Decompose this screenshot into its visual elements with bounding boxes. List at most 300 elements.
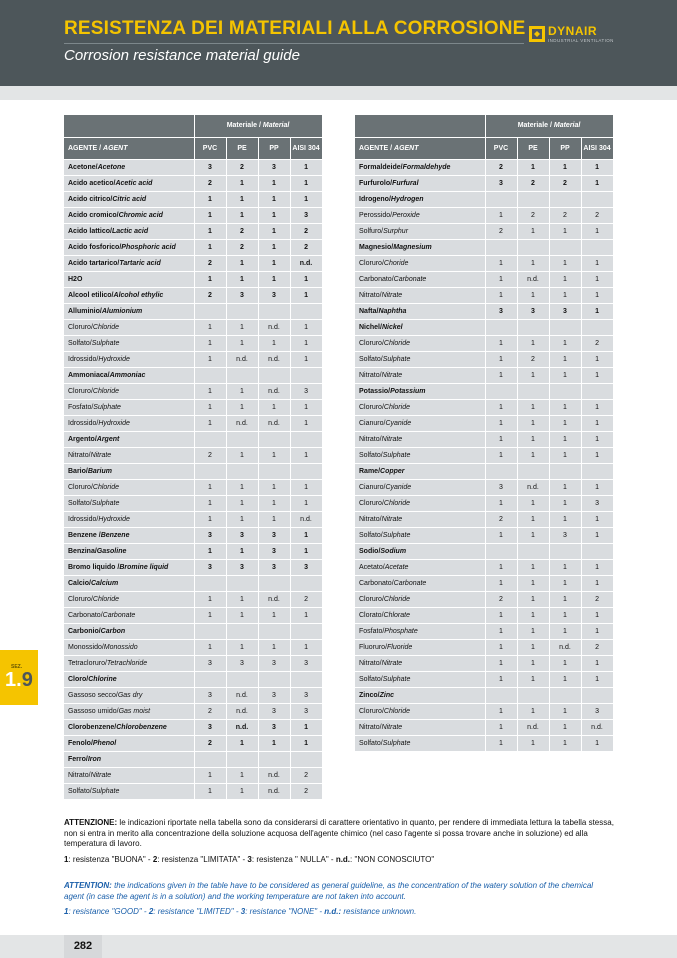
pp-value: 1 <box>258 207 290 223</box>
pp-value: 1 <box>549 735 581 751</box>
pvc-value: 2 <box>485 591 517 607</box>
pp-value <box>549 383 581 399</box>
pvc-value: 1 <box>485 527 517 543</box>
pp-value: 1 <box>258 735 290 751</box>
agent-row <box>64 271 322 287</box>
agent-name: Formaldeide/Formaldehyde <box>355 159 485 175</box>
agent-name: Solfato/Sulphate <box>355 447 485 463</box>
agent-name: Carbonato/Carbonate <box>355 575 485 591</box>
table-corner <box>64 115 194 137</box>
aisi-value: 1 <box>290 351 322 367</box>
agent-name: Acido lattico/Lactic acid <box>64 223 194 239</box>
logo-mark-icon <box>529 26 545 42</box>
subagent-row <box>355 431 613 447</box>
agent-header: AGENTE / AGENT <box>64 137 194 159</box>
agent-name: Acetone/Acetone <box>64 159 194 175</box>
aisi-value: 1 <box>581 271 613 287</box>
subagent-row <box>64 399 322 415</box>
agent-row <box>355 463 613 479</box>
pp-value: 1 <box>549 223 581 239</box>
pvc-value <box>194 431 226 447</box>
pvc-value <box>485 687 517 703</box>
pp-value: 1 <box>258 479 290 495</box>
aisi-value: 1 <box>290 543 322 559</box>
pe-value: 1 <box>226 175 258 191</box>
agent-row <box>64 623 322 639</box>
resistance-table-right <box>355 115 614 752</box>
pvc-value: 1 <box>194 767 226 783</box>
aisi-value <box>290 367 322 383</box>
pvc-value: 1 <box>485 207 517 223</box>
pvc-value: 1 <box>485 287 517 303</box>
pvc-value <box>485 191 517 207</box>
agent-name: Fosfato/Phosphate <box>355 623 485 639</box>
pp-value: n.d. <box>258 351 290 367</box>
pvc-value: 3 <box>485 479 517 495</box>
pvc-value: 2 <box>485 511 517 527</box>
pe-value: 3 <box>226 655 258 671</box>
pvc-value: 1 <box>194 399 226 415</box>
pvc-value: 2 <box>485 159 517 175</box>
subagent-row <box>64 687 322 703</box>
subagent-row <box>355 207 613 223</box>
pvc-value: 1 <box>194 335 226 351</box>
aisi-value <box>290 463 322 479</box>
pvc-value: 1 <box>194 591 226 607</box>
agent-row <box>64 527 322 543</box>
pe-value: 1 <box>517 367 549 383</box>
table-corner <box>355 115 485 137</box>
subagent-row <box>355 223 613 239</box>
aisi-value <box>290 431 322 447</box>
subagent-row <box>64 511 322 527</box>
pe-value: 1 <box>226 255 258 271</box>
agent-row <box>64 159 322 175</box>
pe-value <box>517 383 549 399</box>
aisi-value: 1 <box>290 447 322 463</box>
agent-row <box>64 559 322 575</box>
subagent-row <box>355 415 613 431</box>
agent-name: Gassoso umido/Gas moist <box>64 703 194 719</box>
pe-value <box>226 367 258 383</box>
pp-value <box>258 367 290 383</box>
agent-name: Nitrato/Nitrate <box>355 719 485 735</box>
aisi-value: 1 <box>581 159 613 175</box>
pp-value: 1 <box>258 255 290 271</box>
pe-value: 1 <box>226 543 258 559</box>
section-number: 1.9 <box>5 669 33 691</box>
pe-value: 1 <box>517 671 549 687</box>
pe-value: 1 <box>517 511 549 527</box>
pvc-value: 1 <box>485 719 517 735</box>
aisi-value: 2 <box>290 591 322 607</box>
agent-name: Solfuro/Surphur <box>355 223 485 239</box>
pe-value: 1 <box>226 447 258 463</box>
subagent-row <box>355 447 613 463</box>
pp-value: 3 <box>258 559 290 575</box>
aisi-value: 1 <box>290 735 322 751</box>
pe-value: 1 <box>517 639 549 655</box>
pp-value: 1 <box>258 175 290 191</box>
pvc-value: 1 <box>194 495 226 511</box>
agent-name: Nitrato/Nitrate <box>355 655 485 671</box>
aisi-value: 1 <box>290 479 322 495</box>
aisi-value: 3 <box>290 655 322 671</box>
pe-value: n.d. <box>517 719 549 735</box>
agent-row <box>64 543 322 559</box>
pp-value: n.d. <box>258 319 290 335</box>
pe-value: 2 <box>517 351 549 367</box>
pvc-value: 3 <box>194 527 226 543</box>
pp-value: 3 <box>258 159 290 175</box>
subagent-row <box>355 719 613 735</box>
agent-row <box>355 239 613 255</box>
pp-value: 2 <box>549 207 581 223</box>
pvc-value <box>194 751 226 767</box>
aisi-value: 1 <box>581 255 613 271</box>
subagent-row <box>64 767 322 783</box>
pp-value: 1 <box>258 223 290 239</box>
agent-name: Calcio/Calcium <box>64 575 194 591</box>
pp-value: 1 <box>549 447 581 463</box>
pvc-value: 1 <box>485 671 517 687</box>
aisi-value: 3 <box>290 207 322 223</box>
pvc-value: 1 <box>485 495 517 511</box>
pe-value: 1 <box>226 335 258 351</box>
aisi-value: 1 <box>581 447 613 463</box>
pe-value: 1 <box>517 287 549 303</box>
agent-name: Carbonato/Carbonate <box>64 607 194 623</box>
pe-value: 1 <box>226 479 258 495</box>
pvc-value: 1 <box>485 415 517 431</box>
pvc-value: 1 <box>485 607 517 623</box>
page-number: 282 <box>64 935 102 958</box>
pvc-value <box>194 463 226 479</box>
pe-value: n.d. <box>517 479 549 495</box>
subagent-row <box>64 383 322 399</box>
pe-value <box>226 623 258 639</box>
agent-name: Acido cromico/Chromic acid <box>64 207 194 223</box>
agent-name: Solfato/Sulphate <box>355 671 485 687</box>
pp-value: 1 <box>549 335 581 351</box>
pvc-value: 1 <box>485 399 517 415</box>
pvc-value: 2 <box>194 447 226 463</box>
pp-value: 1 <box>549 671 581 687</box>
pvc-value: 1 <box>194 207 226 223</box>
pe-value: 1 <box>517 159 549 175</box>
agent-name: Benzene /Benzene <box>64 527 194 543</box>
pp-value: 1 <box>258 191 290 207</box>
subagent-row <box>355 287 613 303</box>
agent-name: Cloruro/Chloride <box>64 591 194 607</box>
agent-name: Cloruro/Chloride <box>355 495 485 511</box>
pvc-value <box>194 671 226 687</box>
pvc-value: 1 <box>485 655 517 671</box>
pp-value <box>258 431 290 447</box>
pp-value: 1 <box>549 607 581 623</box>
pe-value: 1 <box>226 191 258 207</box>
subagent-row <box>355 479 613 495</box>
pvc-value: 3 <box>194 687 226 703</box>
aisi-value <box>290 575 322 591</box>
agent-name: Nitrato/Nitrate <box>355 431 485 447</box>
dynair-logo <box>529 24 621 46</box>
aisi-value: 3 <box>581 703 613 719</box>
agent-row <box>355 383 613 399</box>
pvc-value: 2 <box>485 223 517 239</box>
pe-value: 1 <box>517 223 549 239</box>
pp-value: 3 <box>258 287 290 303</box>
aisi-value: 1 <box>290 607 322 623</box>
agent-row <box>64 431 322 447</box>
agent-row <box>64 207 322 223</box>
pvc-value <box>485 383 517 399</box>
pp-value: 3 <box>549 303 581 319</box>
pvc-value: 2 <box>194 255 226 271</box>
pvc-value: 3 <box>485 175 517 191</box>
agent-name: Sodio/Sodium <box>355 543 485 559</box>
agent-row <box>355 687 613 703</box>
pe-value: 1 <box>226 207 258 223</box>
aisi-value: 3 <box>290 383 322 399</box>
pe-value <box>226 575 258 591</box>
pe-value: 1 <box>226 271 258 287</box>
col-pp: PP <box>258 137 290 159</box>
agent-name: Nitrato/Nitrate <box>355 367 485 383</box>
agent-name: Solfato/Sulphate <box>64 335 194 351</box>
aisi-value: n.d. <box>290 511 322 527</box>
title-divider <box>64 43 524 44</box>
agent-name: Cianuro/Cyanide <box>355 415 485 431</box>
agent-name: Cloro/Chlorine <box>64 671 194 687</box>
pp-value: 3 <box>258 703 290 719</box>
pvc-value: 1 <box>485 431 517 447</box>
aisi-value <box>290 623 322 639</box>
aisi-value: n.d. <box>581 719 613 735</box>
pp-value: 3 <box>258 687 290 703</box>
pp-value: 3 <box>258 527 290 543</box>
aisi-value: 1 <box>290 527 322 543</box>
aisi-value: 1 <box>581 479 613 495</box>
agent-row <box>64 175 322 191</box>
agent-row <box>64 463 322 479</box>
subagent-row <box>64 607 322 623</box>
pvc-value: 2 <box>194 287 226 303</box>
pp-value: 3 <box>258 543 290 559</box>
agent-name: Monossido/Monossido <box>64 639 194 655</box>
legend-italian: 1: resistenza "BUONA" - 2: resistenza "LIMITATA" - 3: resistenza " NULLA" - n.d.: "NON CONOSCIUTO" <box>64 854 435 864</box>
pp-value: 1 <box>258 399 290 415</box>
agent-row <box>355 303 613 319</box>
aisi-value: 3 <box>581 495 613 511</box>
pvc-value <box>194 575 226 591</box>
pvc-value: 3 <box>194 655 226 671</box>
aisi-value <box>581 463 613 479</box>
agent-header: AGENTE / AGENT <box>355 137 485 159</box>
aisi-value: 2 <box>290 767 322 783</box>
pvc-value <box>194 303 226 319</box>
pe-value <box>517 239 549 255</box>
pe-value: 1 <box>517 495 549 511</box>
aisi-value: 1 <box>581 399 613 415</box>
agent-name: Fluoruro/Fluoride <box>355 639 485 655</box>
agent-name: Nitrato/Nitrate <box>355 287 485 303</box>
agent-name: Magnesio/Magnesium <box>355 239 485 255</box>
agent-name: Rame/Copper <box>355 463 485 479</box>
pvc-value: 1 <box>485 639 517 655</box>
agent-name: Bromo liquido /Bromine liquid <box>64 559 194 575</box>
pe-value: 1 <box>517 559 549 575</box>
pvc-value: 1 <box>194 479 226 495</box>
pp-value <box>258 303 290 319</box>
agent-name: Ferro/Iron <box>64 751 194 767</box>
pp-value: 1 <box>549 287 581 303</box>
agent-name: Solfato/Sulphate <box>355 735 485 751</box>
col-pp: PP <box>549 137 581 159</box>
aisi-value: 2 <box>581 591 613 607</box>
agent-row <box>64 367 322 383</box>
aisi-value: n.d. <box>290 255 322 271</box>
subagent-row <box>355 575 613 591</box>
col-pvc: PVC <box>485 137 517 159</box>
pe-value: 1 <box>226 399 258 415</box>
pe-value: 1 <box>226 319 258 335</box>
pvc-value: 1 <box>485 559 517 575</box>
agent-row <box>64 223 322 239</box>
aisi-value <box>581 383 613 399</box>
pp-value <box>549 687 581 703</box>
agent-name: Tetracloruro/Tetrachloride <box>64 655 194 671</box>
pe-value <box>517 463 549 479</box>
pp-value: 1 <box>549 703 581 719</box>
aisi-value: 1 <box>581 607 613 623</box>
pe-value: 1 <box>517 623 549 639</box>
pe-value: 2 <box>226 223 258 239</box>
pvc-value: 1 <box>194 511 226 527</box>
pvc-value: 3 <box>485 303 517 319</box>
section-label: SEZ. <box>11 664 23 670</box>
pe-value: 1 <box>517 415 549 431</box>
pvc-value: 1 <box>485 271 517 287</box>
pp-value: n.d. <box>258 767 290 783</box>
pp-value: 1 <box>549 655 581 671</box>
material-header: Materiale / Material <box>194 115 322 137</box>
agent-name: Cloruro/Chloride <box>355 399 485 415</box>
agent-name: Fosfato/Sulphate <box>64 399 194 415</box>
header-band <box>0 86 677 100</box>
subagent-row <box>355 671 613 687</box>
agent-name: Idrogeno/Hydrogen <box>355 191 485 207</box>
pp-value: 1 <box>549 575 581 591</box>
agent-name: Fenolo/Phenol <box>64 735 194 751</box>
subagent-row <box>64 319 322 335</box>
aisi-value: 1 <box>581 431 613 447</box>
pe-value: n.d. <box>517 271 549 287</box>
pvc-value: 1 <box>485 703 517 719</box>
agent-row <box>64 719 322 735</box>
agent-name: Bario/Barium <box>64 463 194 479</box>
pe-value: 1 <box>517 399 549 415</box>
aisi-value: 1 <box>290 639 322 655</box>
pp-value: 1 <box>549 719 581 735</box>
pvc-value: 2 <box>194 703 226 719</box>
agent-row <box>64 751 322 767</box>
pvc-value: 1 <box>194 607 226 623</box>
aisi-value: 1 <box>290 175 322 191</box>
pe-value: 1 <box>517 655 549 671</box>
agent-name: Nitrato/Nitrate <box>64 447 194 463</box>
pp-value: n.d. <box>258 415 290 431</box>
agent-name: Nafta/Naphtha <box>355 303 485 319</box>
aisi-value <box>581 319 613 335</box>
pp-value: 3 <box>549 527 581 543</box>
pe-value: 1 <box>517 527 549 543</box>
pe-value: 2 <box>517 175 549 191</box>
aisi-value: 2 <box>290 223 322 239</box>
agent-row <box>64 255 322 271</box>
pp-value: 1 <box>549 495 581 511</box>
pvc-value: 3 <box>194 159 226 175</box>
pp-value: 1 <box>549 255 581 271</box>
subagent-row <box>64 591 322 607</box>
aisi-value: 2 <box>581 639 613 655</box>
agent-row <box>64 735 322 751</box>
aisi-value: 1 <box>581 527 613 543</box>
pe-value: 1 <box>226 383 258 399</box>
subagent-row <box>64 783 322 799</box>
agent-row <box>355 319 613 335</box>
aisi-value: 1 <box>581 351 613 367</box>
subagent-row <box>355 399 613 415</box>
pvc-value <box>485 319 517 335</box>
aisi-value: 3 <box>290 559 322 575</box>
col-pe: PE <box>226 137 258 159</box>
pe-value <box>226 303 258 319</box>
pe-value <box>226 463 258 479</box>
pvc-value: 1 <box>194 319 226 335</box>
subagent-row <box>64 495 322 511</box>
pe-value: 1 <box>517 335 549 351</box>
aisi-value: 1 <box>581 175 613 191</box>
agent-name: Perossido/Peroxide <box>355 207 485 223</box>
agent-name: Carbonio/Carbon <box>64 623 194 639</box>
aisi-value: 1 <box>290 159 322 175</box>
agent-name: Potassio/Potassium <box>355 383 485 399</box>
aisi-value: 1 <box>581 559 613 575</box>
pe-value: 1 <box>517 607 549 623</box>
pp-value: n.d. <box>549 639 581 655</box>
agent-name: Nichel/Nickel <box>355 319 485 335</box>
pvc-value: 1 <box>194 383 226 399</box>
subagent-row <box>355 623 613 639</box>
pp-value <box>258 623 290 639</box>
pe-value: 1 <box>517 591 549 607</box>
pe-value: 1 <box>226 639 258 655</box>
aisi-value: 1 <box>581 511 613 527</box>
pe-value: 1 <box>517 703 549 719</box>
aisi-value: 1 <box>581 367 613 383</box>
agent-row <box>355 543 613 559</box>
subagent-row <box>64 639 322 655</box>
aisi-value: 1 <box>290 399 322 415</box>
pvc-value: 2 <box>194 735 226 751</box>
pe-value <box>517 319 549 335</box>
agent-name: Carbonato/Carbonate <box>355 271 485 287</box>
pe-value: 3 <box>226 559 258 575</box>
pp-value: n.d. <box>258 591 290 607</box>
subagent-row <box>355 495 613 511</box>
agent-name: Furfurolo/Furfural <box>355 175 485 191</box>
